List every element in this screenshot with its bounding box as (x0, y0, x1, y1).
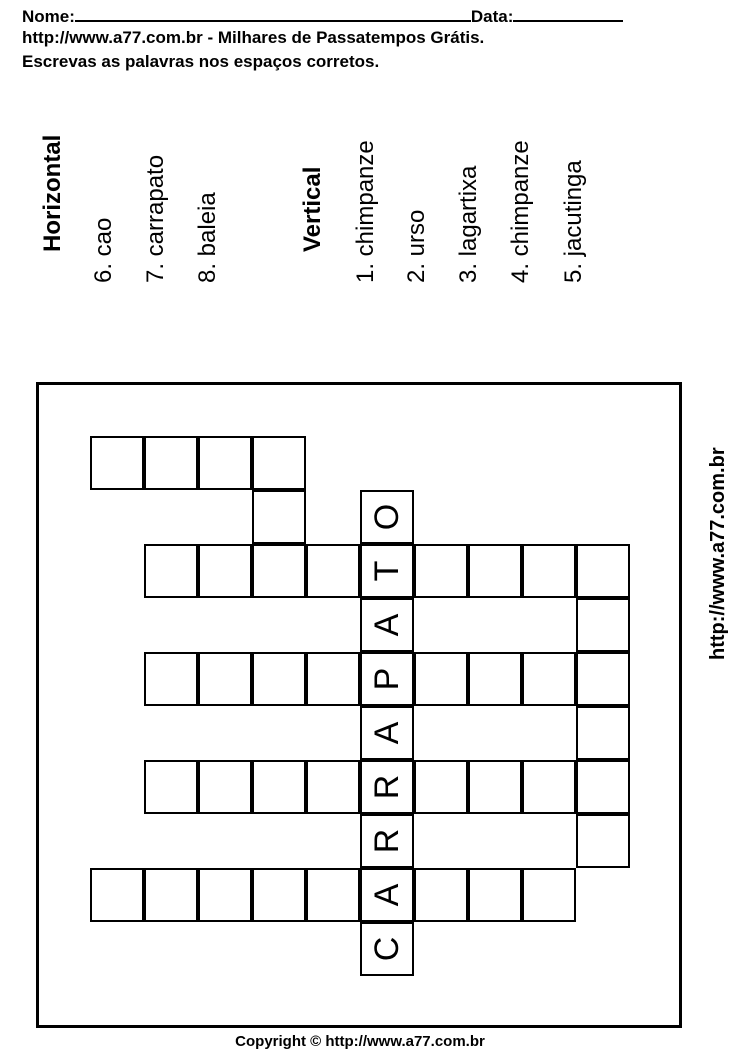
grid-cell[interactable] (306, 868, 360, 922)
grid-cell[interactable] (360, 814, 414, 868)
grid-cell[interactable] (198, 760, 252, 814)
horizontal-clue: 6. cao (90, 217, 117, 283)
grid-letter: T (368, 560, 406, 582)
vertical-clue: 3. lagartixa (455, 165, 482, 283)
grid-cell[interactable] (90, 436, 144, 490)
vertical-clue: 1. chimpanze (352, 140, 379, 283)
grid-cell[interactable] (252, 490, 306, 544)
grid-letter: R (368, 828, 406, 854)
grid-cell[interactable] (468, 868, 522, 922)
grid-cell[interactable] (144, 544, 198, 598)
grid-cell[interactable] (576, 760, 630, 814)
grid-cell[interactable] (576, 652, 630, 706)
grid-cell[interactable] (468, 652, 522, 706)
grid-cell[interactable] (360, 868, 414, 922)
side-url: http://www.a77.com.br (707, 447, 729, 660)
grid-cell[interactable] (306, 652, 360, 706)
grid-cell[interactable] (576, 814, 630, 868)
grid-cell[interactable] (198, 652, 252, 706)
horizontal-clue: 8. baleia (194, 192, 221, 283)
grid-letter: A (368, 721, 406, 745)
grid-letter: A (368, 613, 406, 637)
vertical-clue: 2. urso (403, 209, 430, 283)
grid-cell[interactable] (522, 760, 576, 814)
vertical-clue: 5. jacutinga (560, 160, 587, 283)
name-label: Nome: (22, 7, 75, 26)
date-label: Data: (470, 7, 514, 26)
copyright: Copyright © http://www.a77.com.br (235, 1033, 485, 1050)
grid-cell[interactable] (198, 868, 252, 922)
grid-cell[interactable] (198, 436, 252, 490)
vertical-heading: Vertical (299, 166, 326, 252)
grid-cell[interactable] (360, 706, 414, 760)
grid-cell[interactable] (252, 868, 306, 922)
grid-cell[interactable] (252, 760, 306, 814)
grid-letter: A (368, 883, 406, 907)
grid-cell[interactable] (414, 544, 468, 598)
grid-cell[interactable] (360, 490, 414, 544)
clue-list (0, 0, 720, 300)
grid-cell[interactable] (144, 760, 198, 814)
vertical-clue: 4. chimpanze (507, 140, 534, 283)
grid-cell[interactable] (576, 544, 630, 598)
vertical-heading-col (300, 0, 330, 252)
grid-cell[interactable] (306, 760, 360, 814)
grid-cell[interactable] (360, 652, 414, 706)
grid-cell[interactable] (360, 760, 414, 814)
grid-cell[interactable] (198, 544, 252, 598)
grid-cell[interactable] (414, 868, 468, 922)
grid-cell[interactable] (414, 652, 468, 706)
grid-cell[interactable] (144, 652, 198, 706)
grid-cell[interactable] (576, 598, 630, 652)
grid-cell[interactable] (468, 760, 522, 814)
grid-cell[interactable] (468, 544, 522, 598)
site-line: http://www.a77.com.br - Milhares de Passatempos Grátis. (22, 28, 485, 47)
grid-cell[interactable] (414, 760, 468, 814)
grid-cell[interactable] (252, 652, 306, 706)
horizontal-heading: Horizontal (39, 134, 66, 252)
grid-cell[interactable] (522, 868, 576, 922)
grid-cell[interactable] (306, 544, 360, 598)
grid-letter: C (368, 936, 406, 962)
grid-cell[interactable] (90, 868, 144, 922)
grid-letter: R (368, 774, 406, 800)
horizontal-clue: 7. carrapato (142, 154, 169, 283)
grid-cell[interactable] (144, 436, 198, 490)
grid-cell[interactable] (360, 922, 414, 976)
grid-cell[interactable] (360, 544, 414, 598)
grid-cell[interactable] (144, 868, 198, 922)
grid-cell[interactable] (576, 706, 630, 760)
grid-cell[interactable] (252, 544, 306, 598)
grid-cell[interactable] (522, 652, 576, 706)
grid-cell[interactable] (360, 598, 414, 652)
instruction: Escrevas as palavras nos espaços corretos. (22, 52, 380, 71)
grid-letter: P (368, 667, 406, 691)
grid-cell[interactable] (522, 544, 576, 598)
grid-letter: O (368, 503, 406, 531)
grid-cell[interactable] (252, 436, 306, 490)
puzzle-frame (36, 382, 682, 1028)
horizontal-heading-col (40, 0, 70, 252)
